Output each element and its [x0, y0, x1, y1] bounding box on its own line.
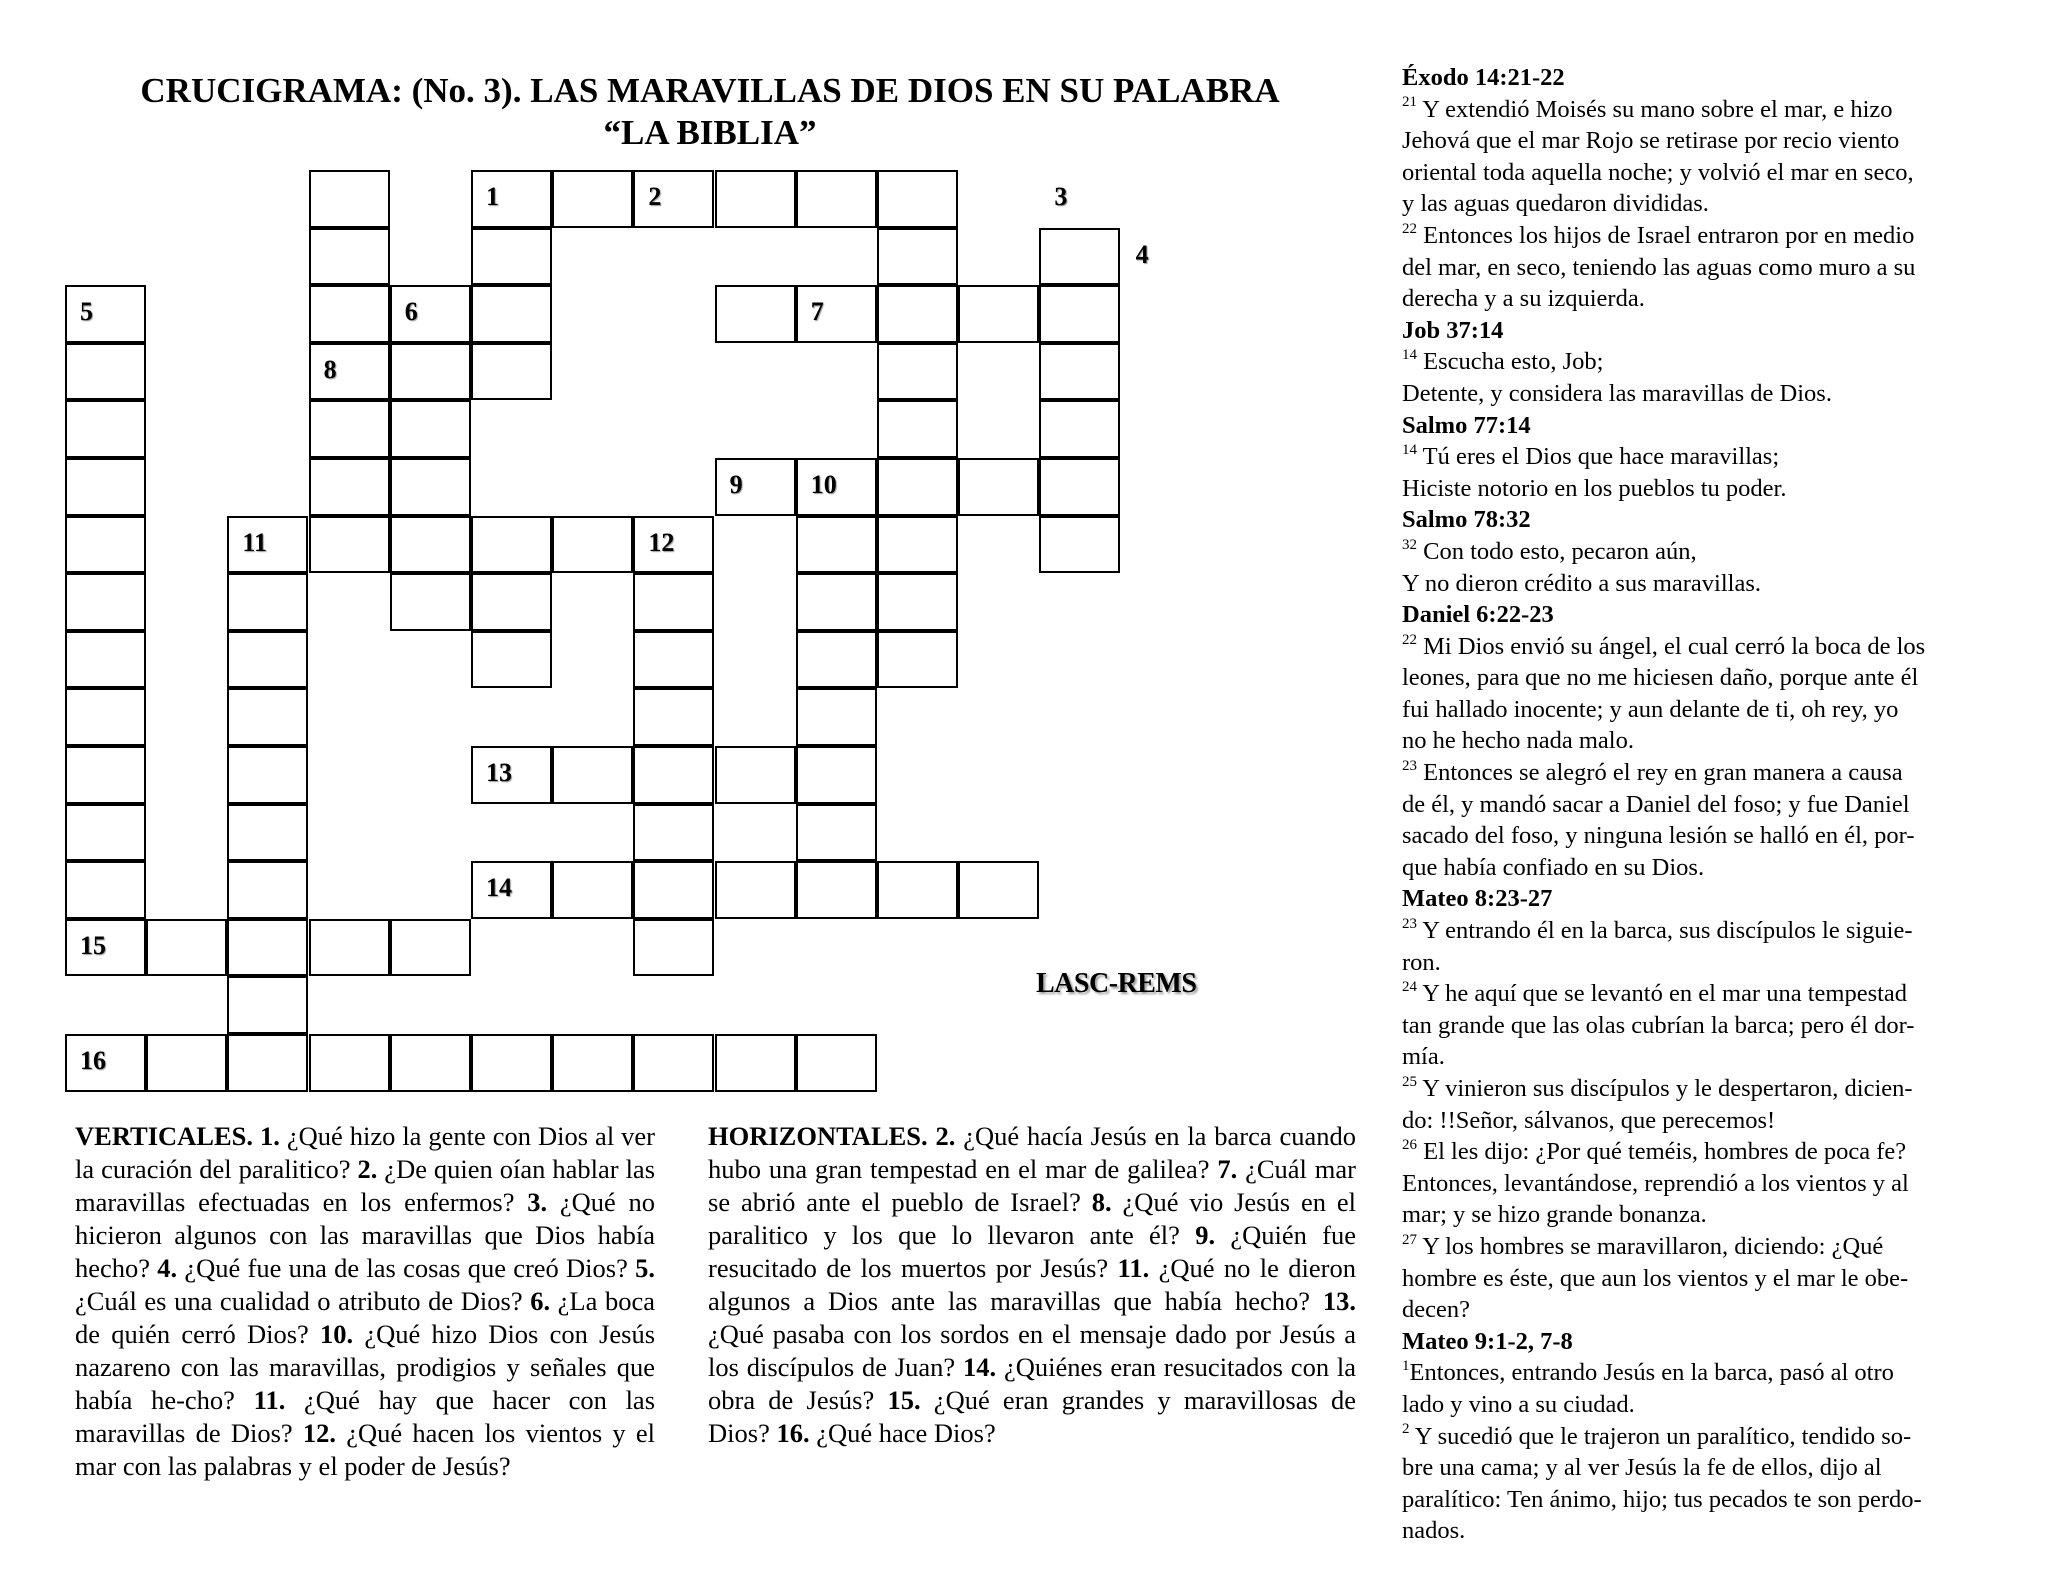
scripture-reference: Job 37:14: [1402, 316, 1504, 344]
scripture-line: [1402, 220, 2014, 252]
scripture-line: [1402, 252, 2014, 284]
clue-text: ¿Qué pasaba con los sordos en el mensaje dado por Jesús a los discípulos de Juan?: [708, 1319, 1356, 1382]
scripture-text: decen?: [1402, 1296, 1470, 1324]
grid-cell[interactable]: [877, 228, 958, 286]
grid-cell[interactable]: [227, 573, 308, 631]
grid-cell[interactable]: [552, 516, 633, 574]
clue-number: 7: [810, 297, 824, 327]
scripture-reference: Mateo 9:1-2, 7-8: [1402, 1327, 1573, 1355]
scripture-text: Escucha esto, Job;: [1417, 348, 1604, 376]
scripture-line: [1402, 536, 2014, 568]
clue-number: 3: [1054, 182, 1068, 211]
clue-number-label: 16.: [776, 1418, 810, 1448]
clue-text: ¿Qué no hicieron algunos con las maravillas que Dios había hecho?: [75, 1187, 655, 1283]
grid-cell[interactable]: [227, 631, 308, 689]
scripture-line: [1402, 662, 2014, 694]
scripture-line: [1402, 789, 2014, 821]
scripture-line: [1402, 1357, 2014, 1389]
scripture-text: Y extendió Moisés su mano sobre el mar, e hizo: [1417, 95, 1893, 123]
clue-number: 15: [80, 930, 106, 960]
grid-cell[interactable]: [227, 804, 308, 862]
clue-text: ¿Qué fue una de las cosas que creó Dios?: [177, 1253, 636, 1283]
grid-cell[interactable]: [877, 285, 958, 343]
grid-cell[interactable]: [633, 631, 714, 689]
scripture-text: de él, y mandó sacar a Daniel del foso; y fue Daniel: [1402, 790, 1910, 818]
clue-number-label: 3.: [527, 1187, 548, 1217]
scripture-line: [1402, 346, 2014, 378]
grid-cell[interactable]: [471, 343, 552, 401]
author-credit: LASC-REMS: [1036, 968, 1197, 999]
scripture-text: y las aguas quedaron divididas.: [1402, 190, 1709, 218]
clue-number-label: 10.: [320, 1319, 354, 1349]
scripture-line: [1402, 1105, 2014, 1137]
clue-number-label: 13.: [1322, 1286, 1356, 1316]
clue-number-label: 2.: [357, 1154, 378, 1184]
grid-cell[interactable]: [146, 919, 227, 977]
grid-cell[interactable]: [796, 746, 877, 804]
scripture-line: [1402, 1136, 2014, 1168]
clue-text: ¿Qué no le dieron algunos a Dios ante las maravillas que había hecho?: [708, 1253, 1356, 1316]
grid-cell[interactable]: [390, 919, 471, 977]
scripture-text: do: !!Señor, sálvanos, que perecemos!: [1402, 1106, 1776, 1134]
grid-cell[interactable]: [309, 1034, 390, 1092]
clue-number-label: 11.: [253, 1385, 286, 1415]
scripture-text: Y sucedió que le trajeron un paralítico, tendido so-: [1409, 1422, 1912, 1450]
grid-cell[interactable]: [390, 343, 471, 401]
grid-cell[interactable]: [552, 861, 633, 919]
clue-number: 12: [648, 527, 675, 557]
scripture-line: [1402, 1421, 2014, 1453]
grid-cell[interactable]: [796, 170, 877, 228]
scripture-text: mar; y se hizo grande bonanza.: [1402, 1201, 1707, 1229]
verse-number: 21: [1402, 94, 1417, 111]
grid-cell[interactable]: [227, 976, 308, 1034]
clue-number: 9: [729, 470, 743, 499]
grid-cell[interactable]: [633, 919, 714, 977]
clue-number: 16: [80, 1046, 106, 1075]
grid-cell[interactable]: [715, 285, 796, 343]
grid-cell[interactable]: [633, 804, 714, 862]
verse-number: 26: [1402, 1137, 1417, 1154]
scripture-reference: Salmo 78:32: [1402, 506, 1531, 534]
grid-cell[interactable]: [715, 861, 796, 919]
clue-text: ¿Qué hace Dios?: [809, 1418, 996, 1448]
clue-number-label: 5.: [635, 1253, 655, 1283]
grid-cell[interactable]: [1039, 285, 1120, 343]
scripture-column: [1402, 62, 2014, 1547]
grid-cell[interactable]: [471, 285, 552, 343]
verse-number: 22: [1402, 220, 1417, 237]
grid-cell[interactable]: [796, 631, 877, 689]
clue-number: 1: [486, 182, 499, 211]
verse-number: 27: [1402, 1231, 1417, 1248]
clue-text: ¿De quien oían hablar las maravillas efectuadas en los enfermos?: [75, 1154, 656, 1217]
grid-cell[interactable]: [471, 170, 552, 228]
scripture-text: Y no dieron crédito a sus maravillas.: [1402, 569, 1762, 597]
clue-text: ¿Qué eran grandes y maravillosas de Dios?: [708, 1385, 1357, 1448]
verse-number: 14: [1402, 441, 1417, 458]
scripture-text: Entonces, entrando Jesús en la barca, pasó al otro: [1409, 1359, 1894, 1387]
grid-cell[interactable]: [309, 458, 390, 516]
scripture-line: [1402, 915, 2014, 947]
clue-text: ¿Qué hizo la gente con Dios al ver la curación del paralitico?: [75, 1121, 655, 1184]
clue-number: 6: [404, 297, 418, 327]
scripture-reference: Mateo 8:23-27: [1402, 885, 1553, 913]
grid-cell[interactable]: [633, 746, 714, 804]
grid-cell[interactable]: [1039, 516, 1120, 574]
verse-number: 23: [1402, 915, 1417, 932]
grid-cell[interactable]: [877, 170, 958, 228]
scripture-text: Y vinieron sus discípulos y le despertaron, dicien-: [1417, 1075, 1913, 1102]
scripture-line: [1402, 1484, 2014, 1516]
grid-cell[interactable]: [309, 228, 390, 286]
grid-cell[interactable]: [227, 516, 308, 574]
vertical-clues: [75, 1120, 655, 1483]
grid-cell[interactable]: [877, 343, 958, 401]
verse-number: 22: [1402, 631, 1417, 648]
grid-cell[interactable]: [227, 919, 308, 977]
grid-cell[interactable]: [633, 688, 714, 746]
grid-cell[interactable]: [309, 919, 390, 977]
grid-cell[interactable]: [471, 228, 552, 286]
grid-cell[interactable]: [471, 631, 552, 689]
verse-number: 25: [1402, 1073, 1417, 1090]
scripture-line: [1402, 1168, 2014, 1200]
grid-cell[interactable]: [146, 1034, 227, 1092]
clue-number: 4: [1135, 239, 1149, 269]
scripture-line: [1402, 631, 2014, 663]
clue-number-label: 12.: [302, 1418, 337, 1448]
scripture-line: [1402, 188, 2014, 220]
scripture-text: leones, para que no me hiciesen daño, porque ante él: [1402, 664, 1919, 692]
scripture-text: tan grande que las olas cubrían la barca; pero él dor-: [1402, 1011, 1915, 1039]
grid-cell[interactable]: [877, 573, 958, 631]
grid-cell[interactable]: [227, 746, 308, 804]
verse-number: 2: [1402, 1421, 1410, 1438]
clue-number-label: HORIZONTALES. 2.: [708, 1121, 956, 1151]
grid-cell[interactable]: [309, 285, 390, 343]
scripture-text: Entonces, levantándose, reprendió a los vientos y al: [1402, 1169, 1909, 1197]
clue-number-label: 14.: [963, 1352, 997, 1382]
scripture-text: oriental toda aquella noche; y volvió el mar en seco,: [1402, 158, 1914, 186]
grid-cell[interactable]: [796, 804, 877, 862]
clue-number-label: 6.: [530, 1286, 551, 1316]
scripture-line: [1402, 1263, 2014, 1295]
verse-number: 32: [1402, 536, 1417, 553]
scripture-line: [1402, 283, 2014, 315]
scripture-text: no he hecho nada malo.: [1402, 727, 1634, 755]
grid-cell[interactable]: [390, 400, 471, 458]
title-line-2: “LA BIBLIA”: [603, 113, 817, 152]
verse-number: 14: [1402, 347, 1417, 364]
grid-cell[interactable]: [1039, 400, 1120, 458]
grid-cell[interactable]: [390, 285, 471, 343]
scripture-line: [1402, 978, 2014, 1010]
grid-cell[interactable]: [65, 516, 146, 574]
grid-cell[interactable]: [390, 1034, 471, 1092]
scripture-line: [1402, 157, 2014, 189]
clue-number-label: 4.: [157, 1253, 178, 1283]
scripture-line: [1402, 568, 2014, 600]
scripture-line: [1402, 125, 2014, 157]
clue-number: 2: [648, 182, 662, 211]
grid-cell[interactable]: [65, 458, 146, 516]
scripture-text: Y los hombres se maravillaron, diciendo: ¿Qué: [1417, 1232, 1884, 1260]
clue-text: ¿Quiénes eran resucitados con la obra de Jesús?: [708, 1352, 1357, 1415]
grid-cell[interactable]: [877, 631, 958, 689]
clue-number-label: 7.: [1217, 1154, 1238, 1184]
grid-cell[interactable]: [390, 458, 471, 516]
grid-cell[interactable]: [309, 170, 390, 228]
scripture-reference: Daniel 6:22-23: [1402, 601, 1554, 629]
grid-cell[interactable]: [877, 516, 958, 574]
grid-cell[interactable]: [796, 861, 877, 919]
clue-number-label: 11.: [1117, 1253, 1150, 1283]
grid-cell[interactable]: [796, 516, 877, 574]
scripture-line: [1402, 94, 2014, 126]
grid-cell[interactable]: [227, 688, 308, 746]
scripture-line: [1402, 947, 2014, 979]
grid-cell[interactable]: [715, 746, 796, 804]
grid-cell[interactable]: [633, 170, 714, 228]
scripture-text: Y entrando él en la barca, sus discípulos le siguie-: [1417, 917, 1913, 945]
scripture-text: El les dijo: ¿Por qué teméis, hombres de poca fe?: [1417, 1138, 1907, 1166]
scripture-text: lado y vino a su ciudad.: [1402, 1390, 1635, 1418]
scripture-text: Jehová que el mar Rojo se retirase por recio viento: [1402, 127, 1900, 155]
scripture-line: [1402, 1294, 2014, 1326]
scripture-text: nados.: [1402, 1517, 1466, 1545]
grid-cell[interactable]: [471, 516, 552, 574]
grid-cell[interactable]: [552, 170, 633, 228]
scripture-text: Y he aquí que se levantó en el mar una tempestad: [1417, 980, 1908, 1008]
grid-cell[interactable]: [1039, 228, 1120, 286]
scripture-text: hombre es éste, que aun los vientos y el mar le obe-: [1402, 1264, 1909, 1292]
scripture-line: [1402, 1010, 2014, 1042]
grid-cell[interactable]: [471, 573, 552, 631]
scripture-line: [1402, 1452, 2014, 1484]
title-line-1: CRUCIGRAMA: (No. 3). LAS MARAVILLAS DE DIOS EN SU PALABRA: [140, 71, 1280, 110]
grid-cell[interactable]: [552, 746, 633, 804]
scripture-text: Entonces se alegró el rey en gran manera a causa: [1417, 759, 1903, 787]
grid-cell[interactable]: [877, 861, 958, 919]
grid-cell[interactable]: [633, 1034, 714, 1092]
scripture-line: [1402, 820, 2014, 852]
grid-cell[interactable]: [1039, 458, 1120, 516]
clue-text: ¿La boca de quién cerró Dios?: [75, 1286, 655, 1349]
grid-cell[interactable]: [633, 861, 714, 919]
verse-number: 23: [1402, 757, 1417, 774]
grid-cell[interactable]: [65, 861, 146, 919]
grid-cell[interactable]: [65, 804, 146, 862]
grid-cell[interactable]: [796, 285, 877, 343]
horizontal-clues: [708, 1120, 1356, 1450]
clue-number: 8: [323, 354, 337, 384]
scripture-line: [1402, 441, 2014, 473]
grid-cell[interactable]: [633, 573, 714, 631]
clue-text: ¿Quién fue resucitado de los muertos por Jesús?: [708, 1220, 1356, 1283]
clue-text: ¿Qué vio Jesús en el paralitico y los que lo llevaron ante él?: [708, 1187, 1356, 1250]
scripture-line: [1402, 1073, 2014, 1105]
scripture-line: [1402, 852, 2014, 884]
grid-cell[interactable]: [65, 631, 146, 689]
grid-cell[interactable]: [715, 1034, 796, 1092]
scripture-text: Entonces los hijos de Israel entraron por en medio: [1417, 221, 1915, 249]
clue-text: ¿Qué hacía Jesús en la barca cuando hubo una gran tempestad en el mar de galilea?: [708, 1121, 1356, 1184]
verse-number: 1: [1402, 1358, 1410, 1375]
grid-cell[interactable]: [65, 573, 146, 631]
grid-cell[interactable]: [715, 170, 796, 228]
clue-text: ¿Qué hacen los vientos y el mar con las palabras y el poder de Jesús?: [75, 1418, 655, 1481]
scripture-text: bre una cama; y al ver Jesús la fe de ellos, dijo al: [1402, 1454, 1882, 1482]
grid-cell[interactable]: [796, 688, 877, 746]
scripture-text: Tú eres el Dios que hace maravillas;: [1417, 443, 1780, 471]
grid-cell[interactable]: [65, 343, 146, 401]
grid-cell[interactable]: [309, 343, 390, 401]
scripture-line: [1402, 473, 2014, 505]
scripture-text: Con todo esto, pecaron aún,: [1417, 537, 1697, 565]
scripture-line: [1402, 1389, 2014, 1421]
clue-number: 5: [80, 297, 93, 327]
grid-cell[interactable]: [309, 516, 390, 574]
scripture-text: Hiciste notorio en los pueblos tu poder.: [1402, 474, 1787, 502]
scripture-reference: Éxodo 14:21-22: [1402, 64, 1565, 91]
clue-number-label: 9.: [1195, 1220, 1216, 1250]
grid-cell[interactable]: [877, 458, 958, 516]
scripture-text: ron.: [1402, 948, 1441, 976]
grid-cell[interactable]: [65, 746, 146, 804]
clue-number: 14: [486, 873, 512, 903]
clue-text: ¿Qué hizo Dios con Jesús nazareno con las maravillas, prodigios y señales que había he-cho?: [75, 1319, 656, 1415]
clue-number: 11: [242, 527, 267, 557]
grid-cell[interactable]: [796, 573, 877, 631]
scripture-text: paralítico: Ten ánimo, hijo; tus pecados te son perdo-: [1402, 1485, 1922, 1513]
grid-cell[interactable]: [309, 400, 390, 458]
clue-number-label: 8.: [1091, 1187, 1112, 1217]
scripture-line: [1402, 378, 2014, 410]
scripture-text: Mi Dios envió su ángel, el cual cerró la boca de los: [1417, 632, 1926, 660]
grid-cell[interactable]: [227, 1034, 308, 1092]
scripture-text: mía.: [1402, 1043, 1445, 1071]
scripture-line: [1402, 1515, 2014, 1547]
scripture-text: Detente, y considera las maravillas de Dios.: [1402, 379, 1832, 407]
clue-text: ¿Cuál es una cualidad o atributo de Dios?: [75, 1286, 531, 1316]
crossword-grid: [0, 0, 1400, 1120]
grid-cell[interactable]: [390, 573, 471, 631]
scripture-line: [1402, 1231, 2014, 1263]
scripture-reference: Salmo 77:14: [1402, 411, 1531, 439]
scripture-text: fui hallado inocente; y aun delante de ti, oh rey, yo: [1402, 695, 1899, 723]
clue-number-label: VERTICALES. 1.: [75, 1121, 280, 1151]
scripture-text: sacado del foso, y ninguna lesión se halló en él, por-: [1402, 822, 1915, 850]
grid-cell[interactable]: [65, 400, 146, 458]
scripture-line: [1402, 694, 2014, 726]
scripture-line: [1402, 1041, 2014, 1073]
grid-cell[interactable]: [958, 861, 1039, 919]
grid-cell[interactable]: [227, 861, 308, 919]
scripture-line: [1402, 757, 2014, 789]
clue-number: 13: [486, 758, 512, 787]
grid-cell[interactable]: [471, 1034, 552, 1092]
clue-number: 10: [810, 470, 837, 499]
grid-cell[interactable]: [715, 458, 796, 516]
grid-cell[interactable]: [1039, 343, 1120, 401]
grid-cell[interactable]: [958, 458, 1039, 516]
clue-text: ¿Cuál mar se abrió ante el pueblo de Israel?: [708, 1154, 1356, 1217]
scripture-text: derecha y a su izquierda.: [1402, 285, 1645, 313]
verse-number: 24: [1402, 979, 1417, 996]
clue-number-label: 15.: [887, 1385, 921, 1415]
clue-text: ¿Qué hay que hacer con las maravillas de Dios?: [75, 1385, 656, 1448]
grid-cell[interactable]: [877, 400, 958, 458]
grid-cell[interactable]: [390, 516, 471, 574]
scripture-line: [1402, 725, 2014, 757]
scripture-text: que había confiado en su Dios.: [1402, 853, 1705, 881]
grid-cell[interactable]: [552, 1034, 633, 1092]
grid-cell[interactable]: [65, 688, 146, 746]
grid-cell[interactable]: [65, 285, 146, 343]
grid-cell[interactable]: [796, 1034, 877, 1092]
scripture-text: del mar, en seco, teniendo las aguas como muro a su: [1402, 253, 1916, 281]
grid-cell[interactable]: [958, 285, 1039, 343]
scripture-line: [1402, 1199, 2014, 1231]
